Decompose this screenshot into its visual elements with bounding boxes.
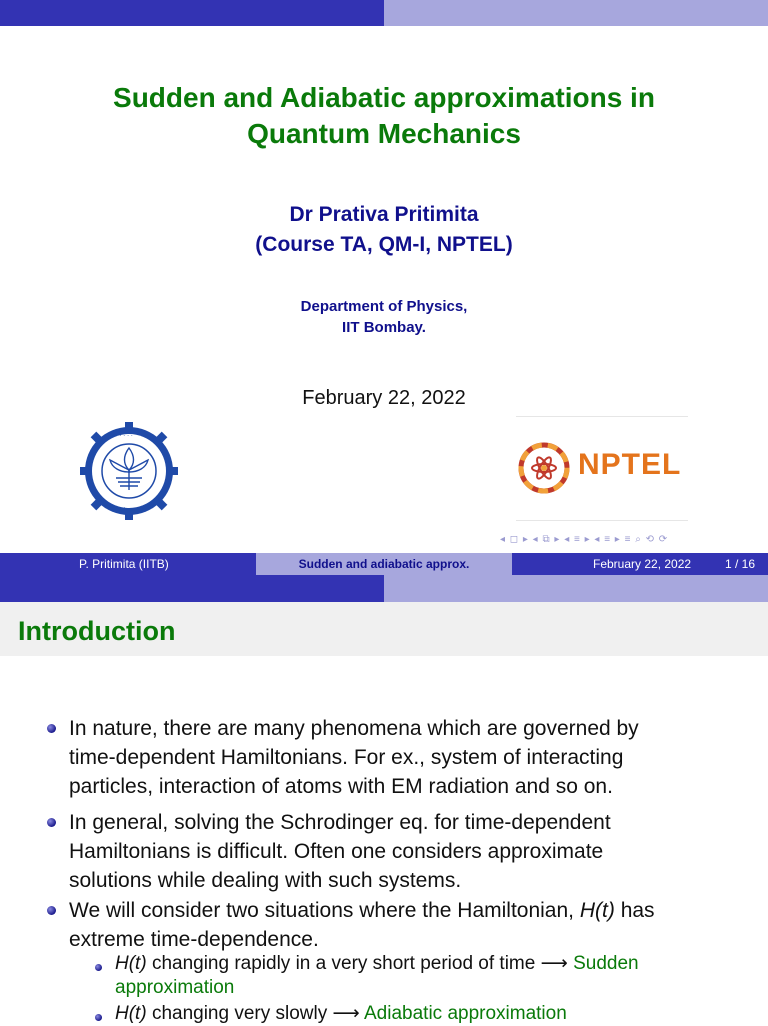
title-line-1: Sudden and Adiabatic approximations in	[113, 82, 655, 113]
svg-text:· · · ·: · · · ·	[112, 505, 126, 512]
nptel-emblem-icon	[518, 442, 570, 494]
adiabatic-term: Adiabatic approximation	[364, 1003, 567, 1024]
bullet-2-line-2: Hamiltonians is difficult. Often one considers approximate	[69, 840, 604, 863]
author-block	[0, 200, 768, 260]
institute-line: IIT Bombay.	[342, 319, 426, 336]
bullet-dot	[47, 818, 56, 827]
header-bar-left	[0, 0, 384, 26]
sudden-term: Sudden	[573, 953, 639, 974]
bullet-3-line-2: extreme time-dependence.	[69, 928, 319, 951]
svg-text:· · · · · · ·: · · · · · · ·	[108, 433, 133, 440]
sub-bullet-dot	[95, 1014, 102, 1021]
slide2-header-bar-left	[0, 575, 384, 602]
sub-bullet-1-text: changing rapidly in a very short period of time ⟶	[151, 953, 568, 974]
sub-bullet-1	[115, 952, 735, 1000]
footer-author-cell	[0, 553, 256, 575]
bullet-3-line-1	[69, 896, 729, 925]
title-line-2: Quantum Mechanics	[247, 118, 521, 149]
hamiltonian-symbol: H(t)	[579, 899, 615, 922]
bullet-3	[69, 896, 729, 954]
iitb-logo	[78, 420, 180, 522]
footer-short-title: Sudden and adiabatic approx.	[298, 557, 470, 571]
slide-title	[0, 80, 768, 152]
bullet-dot	[47, 724, 56, 733]
nptel-logo-text: NPTEL	[578, 448, 682, 481]
header-bar-right	[384, 0, 768, 26]
frame-title: Introduction	[18, 616, 176, 646]
presentation-date: February 22, 2022	[302, 387, 466, 409]
bullet-3-text: We will consider two situations where the Hamiltonian,	[69, 899, 575, 922]
bullet-1-line-2: time-dependent Hamiltonians. For ex., system of interacting	[69, 746, 624, 769]
sub-bullet-2-text: changing very slowly ⟶	[151, 1003, 360, 1024]
footer-title-cell	[256, 553, 512, 575]
author-name: Dr Prativa Pritimita	[289, 203, 479, 226]
sub-bullet-1-line-2: approximation	[115, 977, 235, 998]
bullet-1	[69, 714, 729, 801]
sub-bullet-2	[115, 1002, 735, 1026]
sub-bullet-1-line-1	[115, 952, 735, 976]
bullet-dot	[47, 906, 56, 915]
bullet-2-line-3: solutions while dealing with such systems.	[69, 869, 462, 892]
bullet-2	[69, 808, 729, 895]
bullet-3-text-end: has	[620, 899, 655, 922]
bullet-1-line-3: particles, interaction of atoms with EM radiation and so on.	[69, 775, 613, 798]
bullet-2-line-1: In general, solving the Schrodinger eq. for time-dependent	[69, 811, 611, 834]
slide2-header-bar-right	[384, 575, 768, 602]
footer-author: P. Pritimita (IITB)	[79, 557, 169, 571]
beamer-navigation-symbols[interactable]: ◂ ◻ ▸ ◂ ⧉ ▸ ◂ ≡ ▸ ◂ ≡ ▸ ≡ ⌕ ⟲ ⟳	[500, 534, 669, 545]
department-line: Department of Physics,	[300, 298, 468, 315]
author-role: (Course TA, QM-I, NPTEL)	[255, 233, 513, 256]
footer-page-number: 1 / 16	[725, 557, 756, 571]
sub-bullet-dot	[95, 964, 102, 971]
hamiltonian-symbol: H(t)	[115, 1003, 147, 1024]
footer-date-cell	[512, 553, 768, 575]
footer-date: February 22, 2022	[593, 557, 692, 571]
bullet-1-line-1: In nature, there are many phenomena which are governed by	[69, 717, 639, 740]
institute-block	[0, 296, 768, 338]
hamiltonian-symbol: H(t)	[115, 953, 147, 974]
